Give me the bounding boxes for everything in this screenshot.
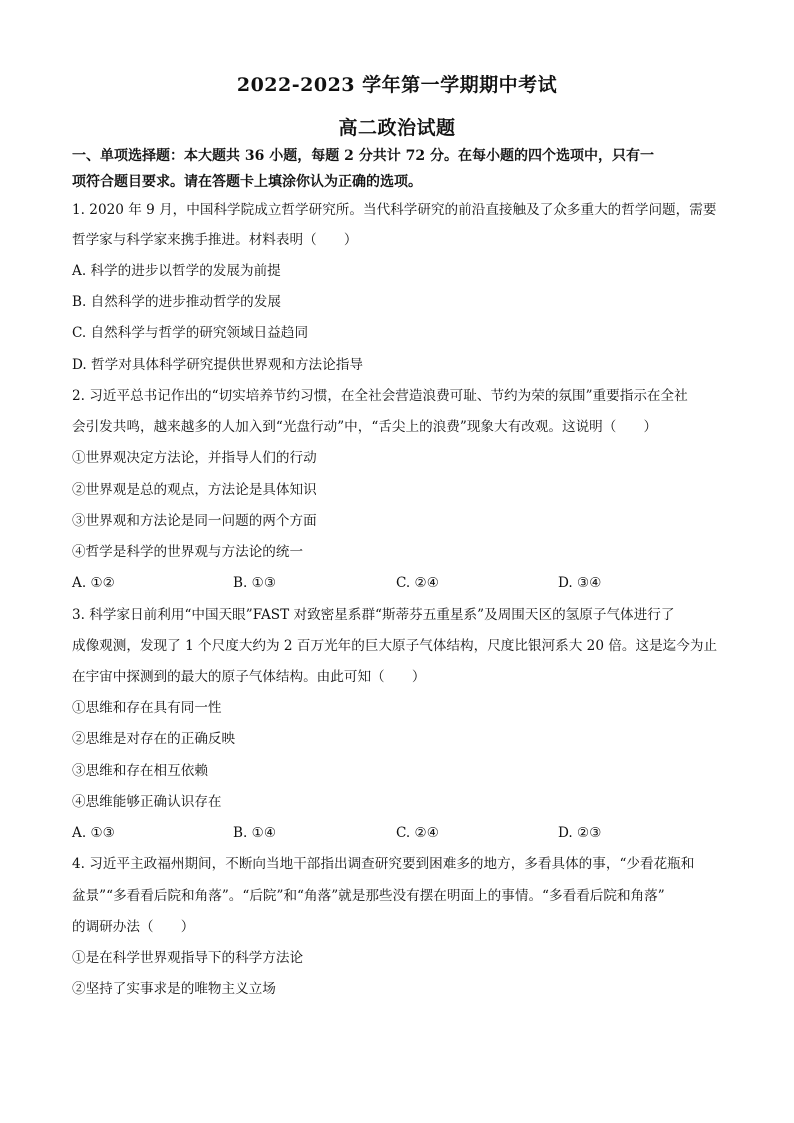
q2-stem-line2: 会引发共鸣，越来越多的人加入到“光盘行动”中，“舌尖上的浪费”现象大有改观。这说明（ ）: [72, 419, 658, 435]
q3-stem-line3: 在宇宙中探测到的最大的原子气体结构。由此可知（ ）: [72, 669, 426, 685]
q2-choice-b: B. ①③: [233, 575, 277, 591]
q4-stem-line1: 4. 习近平主政福州期间，不断向当地干部指出调查研究要到困难多的地方，多看具体的事，“少看花瓶和: [72, 856, 695, 872]
q2-choice-c: C. ②④: [396, 575, 439, 591]
q4-stem-line2: 盆景”“多看看后院和角落”。“后院”和“角落”就是那些没有摆在明面上的事情。“多看看后院和角落”: [72, 888, 665, 904]
q1-option-c: C. 自然科学与哲学的研究领域日益趋同: [72, 325, 309, 341]
q1-option-a: A. 科学的进步以哲学的发展为前提: [72, 263, 281, 279]
q3-choice-a: A. ①③: [72, 825, 115, 841]
q3-choice-d: D. ②③: [558, 825, 602, 841]
q2-stem-line1: 2. 习近平总书记作出的“切实培养节约习惯，在全社会营造浪费可耻、节约为荣的氛围”重要指示在全社: [72, 388, 688, 404]
q3-statement-2: ②思维是对存在的正确反映: [72, 731, 236, 747]
q2-statement-3: ③世界观和方法论是同一问题的两个方面: [72, 513, 317, 529]
q3-statement-4: ④思维能够正确认识存在: [72, 794, 222, 810]
q3-statement-1: ①思维和存在具有同一性: [72, 700, 222, 716]
q1-option-b: B. 自然科学的进步推动哲学的发展: [72, 294, 281, 310]
q3-statement-3: ③思维和存在相互依赖: [72, 763, 208, 779]
q2-statement-4: ④哲学是科学的世界观与方法论的统一: [72, 544, 304, 560]
q2-statement-2: ②世界观是总的观点，方法论是具体知识: [72, 482, 317, 498]
q1-stem-line1: 1. 2020 年 9 月，中国科学院成立哲学研究所。当代科学研究的前沿直接触及了众多重大的哲学问题，需要: [72, 202, 717, 218]
subject-title: 高二政治试题: [338, 117, 456, 139]
q2-choice-a: A. ①②: [72, 575, 115, 591]
q1-stem-line2: 哲学家与科学家来携手推进。材料表明（ ）: [72, 232, 358, 248]
q1-option-d: D. 哲学对具体科学研究提供世界观和方法论指导: [72, 357, 363, 373]
q3-stem-line1: 3. 科学家日前利用“中国天眼”FAST 对致密星系群“斯蒂芬五重星系”及周围天区的氢原子气体进行了: [72, 607, 675, 623]
q4-statement-2: ②坚持了实事求是的唯物主义立场: [72, 981, 276, 997]
q4-statement-1: ①是在科学世界观指导下的科学方法论: [72, 950, 304, 966]
q4-stem-line3: 的调研办法（ ）: [72, 919, 195, 935]
exam-title: 2022-2023 学年第一学期期中考试: [236, 74, 558, 96]
section-heading-line1: 一、单项选择题：本大题共 36 小题，每题 2 分共计 72 分。在每小题的四个选项中，只有一: [72, 148, 654, 164]
q3-choice-c: C. ②④: [396, 825, 439, 841]
q3-stem-line2: 成像观测，发现了 1 个尺度大约为 2 百万光年的巨大原子气体结构，尺度比银河系大 20 倍。这是迄今为止: [72, 638, 718, 654]
q3-choice-b: B. ①④: [233, 825, 277, 841]
q2-statement-1: ①世界观决定方法论，并指导人们的行动: [72, 450, 317, 466]
q2-choice-d: D. ③④: [558, 575, 602, 591]
section-heading-line2: 项符合题目要求。请在答题卡上填涂你认为正确的选项。: [72, 174, 422, 190]
